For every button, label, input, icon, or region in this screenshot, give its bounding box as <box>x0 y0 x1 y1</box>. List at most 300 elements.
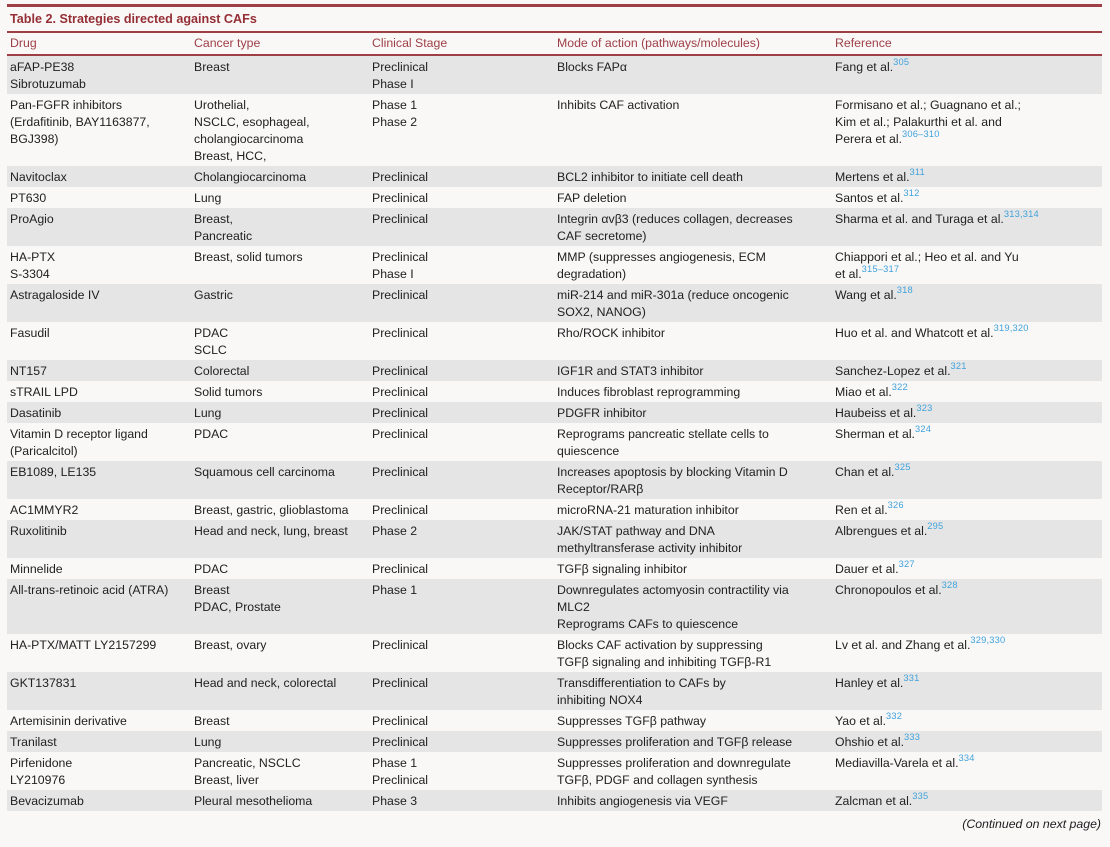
cell-drug <box>7 384 194 401</box>
cell-line: Albrengues et al.$^{295}$ <box>835 520 944 538</box>
cell-drug <box>7 211 194 245</box>
cell-line: Santos et al.$^{312}$ <box>835 187 920 205</box>
citation-superscript[interactable]: 326 <box>887 499 904 510</box>
cell-line: Transdifferentiation to CAFs by <box>557 676 726 690</box>
cell-mode-of-action <box>557 734 835 751</box>
cell-line: Breast <box>194 583 230 597</box>
cell-line: LY210976 <box>10 773 66 787</box>
table-row <box>7 558 1102 579</box>
cell-line: Preclinical <box>372 406 429 420</box>
cell-line: Pirfenidone <box>10 756 73 770</box>
citation-superscript[interactable]: 319,320 <box>993 322 1029 333</box>
cell-line: Preclinical <box>372 60 429 74</box>
table-row <box>7 672 1102 710</box>
cell-drug <box>7 190 194 207</box>
cell-line: Preclinical <box>372 735 429 749</box>
cell-reference <box>835 752 1102 789</box>
cell-mode-of-action <box>557 464 835 498</box>
cell-line: Sibrotuzumab <box>10 77 86 91</box>
cell-mode-of-action <box>557 211 835 245</box>
cell-line: Cholangiocarcinoma <box>194 170 307 184</box>
table-row <box>7 579 1102 634</box>
cell-drug <box>7 637 194 671</box>
cell-cancer-type <box>194 211 372 245</box>
column-header-cancer-type: Cancer type <box>194 36 261 50</box>
citation-superscript[interactable]: 321 <box>950 360 967 371</box>
cell-line: Pleural mesothelioma <box>194 794 313 808</box>
cell-reference <box>835 166 1102 186</box>
cell-line: Ruxolitinib <box>10 524 67 538</box>
cell-line: Artemisinin derivative <box>10 714 127 728</box>
cell-line: Astragaloside IV <box>10 288 100 302</box>
cell-line: Downregulates actomyosin contractility via <box>557 583 789 597</box>
cell-clinical-stage <box>372 675 557 709</box>
cell-line: Solid tumors <box>194 385 263 399</box>
cell-line: IGF1R and STAT3 inhibitor <box>557 364 704 378</box>
cell-reference <box>835 56 1102 93</box>
cell-line: TGFβ, PDGF and collagen synthesis <box>557 773 758 787</box>
cell-line: HA-PTX/MATT LY2157299 <box>10 638 157 652</box>
cell-line: Breast, ovary <box>194 638 267 652</box>
cell-reference <box>835 558 1102 578</box>
cell-reference <box>835 97 1102 165</box>
cell-clinical-stage <box>372 523 557 557</box>
citation-superscript[interactable]: 333 <box>904 731 921 742</box>
cell-line: PDAC <box>194 427 229 441</box>
citation-superscript[interactable]: 329,330 <box>970 634 1006 645</box>
cell-mode-of-action <box>557 426 835 460</box>
column-header-row <box>7 33 1102 54</box>
cell-line: Wang et al.$^{318}$ <box>835 284 913 302</box>
cell-line: SOX2, NANOG) <box>557 305 646 319</box>
cell-drug <box>7 734 194 751</box>
cell-line: NT157 <box>10 364 47 378</box>
cell-reference <box>835 461 1102 498</box>
cell-drug <box>7 405 194 422</box>
cell-drug <box>7 325 194 359</box>
cell-line: Reprograms pancreatic stellate cells to <box>557 427 769 441</box>
cell-line: Chiappori et al.; Heo et al. and Yu <box>835 250 1019 264</box>
cell-line: PDAC, Prostate <box>194 600 281 614</box>
cell-line: Dauer et al.$^{327}$ <box>835 558 915 576</box>
cell-line: TGFβ signaling and inhibiting TGFβ-R1 <box>557 655 772 669</box>
cell-line: Preclinical <box>372 250 429 264</box>
cell-line: Phase I <box>372 77 414 91</box>
table-row <box>7 322 1102 360</box>
cell-drug <box>7 249 194 283</box>
cell-line: Head and neck, lung, breast <box>194 524 348 538</box>
cell-cancer-type <box>194 249 372 283</box>
cell-line: Phase 3 <box>372 794 418 808</box>
cell-line: Phase 1 <box>372 756 418 770</box>
cell-line: Breast <box>194 714 230 728</box>
cell-line: NSCLC, esophageal, <box>194 115 310 129</box>
cell-reference <box>835 249 1102 283</box>
cell-cancer-type <box>194 734 372 751</box>
column-header-drug: Drug <box>10 36 37 50</box>
cell-line: Breast, HCC, <box>194 149 267 163</box>
cell-drug <box>7 523 194 557</box>
cell-line: Lung <box>194 191 222 205</box>
cell-line: Hanley et al.$^{331}$ <box>835 672 920 690</box>
cell-reference <box>835 208 1102 245</box>
cell-line: Phase 1 <box>372 98 418 112</box>
cell-cancer-type <box>194 561 372 578</box>
column-header-reference: Reference <box>835 36 892 50</box>
cell-line: aFAP-PE38 <box>10 60 75 74</box>
citation-superscript[interactable]: 328 <box>941 579 958 590</box>
cell-clinical-stage <box>372 384 557 401</box>
cell-mode-of-action <box>557 637 835 671</box>
cell-reference <box>835 579 1102 633</box>
cell-line: PDAC <box>194 562 229 576</box>
table-row <box>7 731 1102 752</box>
citation-superscript[interactable]: 313,314 <box>1003 208 1039 219</box>
cell-line: Lung <box>194 735 222 749</box>
cell-line: Preclinical <box>372 638 429 652</box>
cell-cancer-type <box>194 523 372 557</box>
cell-drug <box>7 793 194 810</box>
cell-line: Miao et al.$^{322}$ <box>835 381 908 399</box>
cell-reference <box>835 499 1102 519</box>
table-body <box>7 56 1102 811</box>
cell-line: Preclinical <box>372 170 429 184</box>
cell-line: CAF secretome) <box>557 229 647 243</box>
table-row <box>7 187 1102 208</box>
cell-drug <box>7 363 194 380</box>
cell-line: cholangiocarcinoma <box>194 132 304 146</box>
cell-line: BGJ398) <box>10 132 59 146</box>
cell-cancer-type <box>194 755 372 789</box>
cell-clinical-stage <box>372 582 557 633</box>
cell-cancer-type <box>194 325 372 359</box>
table-row <box>7 166 1102 187</box>
cell-line: Blocks CAF activation by suppressing <box>557 638 763 652</box>
cell-line: PDGFR inhibitor <box>557 406 647 420</box>
citation-superscript[interactable]: 323 <box>916 402 933 413</box>
cell-clinical-stage <box>372 755 557 789</box>
cell-mode-of-action <box>557 582 835 633</box>
cell-line: Receptor/RARβ <box>557 482 644 496</box>
cell-mode-of-action <box>557 561 835 578</box>
cell-line: (Erdafitinib, BAY1163877, <box>10 115 150 129</box>
cell-cancer-type <box>194 384 372 401</box>
cell-line: Phase 2 <box>372 524 418 538</box>
cell-line: Reprograms CAFs to quiescence <box>557 617 739 631</box>
cell-line: Preclinical <box>372 191 429 205</box>
cell-cancer-type <box>194 793 372 810</box>
cell-drug <box>7 755 194 789</box>
cell-line: ProAgio <box>10 212 54 226</box>
cell-line: Breast <box>194 60 230 74</box>
cell-clinical-stage <box>372 713 557 730</box>
cell-clinical-stage <box>372 59 557 93</box>
table-row <box>7 520 1102 558</box>
cell-line: FAP deletion <box>557 191 627 205</box>
cell-mode-of-action <box>557 384 835 401</box>
cell-line: All-trans-retinoic acid (ATRA) <box>10 583 169 597</box>
citation-superscript[interactable]: 331 <box>903 672 920 683</box>
citation-superscript[interactable]: 306–310 <box>902 128 940 139</box>
cell-cancer-type <box>194 169 372 186</box>
cell-reference <box>835 731 1102 751</box>
cell-line: quiescence <box>557 444 620 458</box>
cell-line: inhibiting NOX4 <box>557 693 643 707</box>
cell-line: BCL2 inhibitor to initiate cell death <box>557 170 743 184</box>
cell-line: Sherman et al.$^{324}$ <box>835 423 932 441</box>
cell-line: Breast, <box>194 212 233 226</box>
cell-line: Pancreatic <box>194 229 253 243</box>
cell-line: MLC2 <box>557 600 590 614</box>
cell-line: Colorectal <box>194 364 250 378</box>
cell-line: Minnelide <box>10 562 63 576</box>
citation-superscript[interactable]: 311 <box>909 166 925 177</box>
cell-line: Preclinical <box>372 385 429 399</box>
cell-clinical-stage <box>372 287 557 321</box>
table-row <box>7 423 1102 461</box>
cell-line: Urothelial, <box>194 98 250 112</box>
cell-reference <box>835 790 1102 810</box>
cell-mode-of-action <box>557 405 835 422</box>
cell-reference <box>835 381 1102 401</box>
cell-line: Squamous cell carcinoma <box>194 465 335 479</box>
cell-clinical-stage <box>372 97 557 165</box>
citation-superscript[interactable]: 324 <box>914 423 932 434</box>
cell-line: Preclinical <box>372 427 429 441</box>
cell-drug <box>7 464 194 498</box>
cell-cancer-type <box>194 713 372 730</box>
cell-drug <box>7 675 194 709</box>
cell-line: Mertens et al.$^{311}$ <box>835 166 925 184</box>
cell-clinical-stage <box>372 249 557 283</box>
cell-line: Rho/ROCK inhibitor <box>557 326 665 340</box>
cell-clinical-stage <box>372 190 557 207</box>
cell-line: Blocks FAPα <box>557 60 627 74</box>
cell-line: Integrin αvβ3 (reduces collagen, decreases <box>557 212 793 226</box>
cell-clinical-stage <box>372 561 557 578</box>
cell-clinical-stage <box>372 464 557 498</box>
cell-mode-of-action <box>557 502 835 519</box>
citation-superscript[interactable]: 295 <box>927 520 944 531</box>
cell-line: JAK/STAT pathway and DNA <box>557 524 715 538</box>
table-row <box>7 402 1102 423</box>
cell-line: Yao et al.$^{332}$ <box>835 710 903 728</box>
cell-drug <box>7 582 194 633</box>
cell-drug <box>7 97 194 165</box>
cell-line: MMP (suppresses angiogenesis, ECM <box>557 250 766 264</box>
column-header-mode-of-action: Mode of action (pathways/molecules) <box>557 36 760 50</box>
cell-line: Navitoclax <box>10 170 67 184</box>
table-row <box>7 381 1102 402</box>
cell-line: Lv et al. and Zhang et al.$^{329,330}$ <box>835 634 1006 652</box>
cell-line: HA-PTX <box>10 250 56 264</box>
cell-line: Chan et al.$^{325}$ <box>835 461 911 479</box>
table-2-strategies-against-cafs <box>7 4 1102 833</box>
cell-line: Fang et al.$^{305}$ <box>835 56 910 74</box>
cell-cancer-type <box>194 464 372 498</box>
cell-line: Chronopoulos et al.$^{328}$ <box>835 579 958 597</box>
cell-line: Tranilast <box>10 735 57 749</box>
cell-line: Suppresses proliferation and TGFβ release <box>557 735 793 749</box>
cell-line: Preclinical <box>372 465 429 479</box>
citation-superscript[interactable]: 335 <box>912 790 929 801</box>
cell-line: Preclinical <box>372 326 429 340</box>
cell-mode-of-action <box>557 713 835 730</box>
citation-superscript[interactable]: 327 <box>898 558 915 569</box>
cell-mode-of-action <box>557 249 835 283</box>
cell-cancer-type <box>194 582 372 633</box>
cell-mode-of-action <box>557 755 835 789</box>
cell-line: Preclinical <box>372 676 429 690</box>
cell-line: Phase 1 <box>372 583 418 597</box>
cell-clinical-stage <box>372 426 557 460</box>
cell-reference <box>835 322 1102 359</box>
citation-superscript[interactable]: 305 <box>893 56 910 67</box>
cell-mode-of-action <box>557 793 835 810</box>
citation-superscript[interactable]: 312 <box>903 187 920 198</box>
cell-line: PDAC <box>194 326 229 340</box>
cell-clinical-stage <box>372 325 557 359</box>
cell-line: Pan-FGFR inhibitors <box>10 98 123 112</box>
cell-cancer-type <box>194 502 372 519</box>
cell-reference <box>835 634 1102 671</box>
cell-line: Kim et al.; Palakurthi et al. and <box>835 115 1002 129</box>
cell-cancer-type <box>194 59 372 93</box>
cell-cancer-type <box>194 405 372 422</box>
cell-line: Preclinical <box>372 364 429 378</box>
cell-line: Preclinical <box>372 714 429 728</box>
cell-line: Ohshio et al.$^{333}$ <box>835 731 921 749</box>
cell-line: Huo et al. and Whatcott et al.$^{319,320}$ <box>835 322 1029 340</box>
cell-drug <box>7 561 194 578</box>
cell-mode-of-action <box>557 97 835 165</box>
cell-clinical-stage <box>372 637 557 671</box>
cell-line: SCLC <box>194 343 227 357</box>
cell-cancer-type <box>194 426 372 460</box>
cell-line: Fasudil <box>10 326 50 340</box>
cell-drug <box>7 59 194 93</box>
cell-line: Breast, solid tumors <box>194 250 303 264</box>
table-row <box>7 284 1102 322</box>
cell-line: Pancreatic, NSCLC <box>194 756 301 770</box>
cell-drug <box>7 713 194 730</box>
cell-line: AC1MMYR2 <box>10 503 79 517</box>
citation-superscript[interactable]: 332 <box>886 710 903 721</box>
cell-line: et al.$^{315-317}$ <box>835 263 900 281</box>
cell-line: Zalcman et al.$^{335}$ <box>835 790 929 808</box>
table-title: Table 2. Strategies directed against CAFs <box>10 12 257 26</box>
cell-mode-of-action <box>557 523 835 557</box>
cell-clinical-stage <box>372 502 557 519</box>
table-row <box>7 56 1102 94</box>
cell-cancer-type <box>194 363 372 380</box>
cell-line: Preclinical <box>372 503 429 517</box>
cell-reference <box>835 187 1102 207</box>
cell-cancer-type <box>194 287 372 321</box>
cell-line: TGFβ signaling inhibitor <box>557 562 688 576</box>
cell-clinical-stage <box>372 363 557 380</box>
cell-mode-of-action <box>557 325 835 359</box>
cell-line: Preclinical <box>372 288 429 302</box>
cell-line: Preclinical <box>372 212 429 226</box>
cell-line: Head and neck, colorectal <box>194 676 337 690</box>
table-row <box>7 710 1102 731</box>
cell-line: Preclinical <box>372 773 429 787</box>
cell-line: Phase I <box>372 267 414 281</box>
cell-line: Induces fibroblast reprogramming <box>557 385 741 399</box>
cell-line: Breast, gastric, glioblastoma <box>194 503 349 517</box>
column-header-clinical-stage: Clinical Stage <box>372 36 448 50</box>
cell-drug <box>7 502 194 519</box>
cell-clinical-stage <box>372 405 557 422</box>
cell-line: Inhibits CAF activation <box>557 98 680 112</box>
cell-cancer-type <box>194 97 372 165</box>
cell-line: Perera et al.$^{306-310}$ <box>835 128 940 146</box>
citation-superscript[interactable]: 318 <box>896 284 913 295</box>
cell-reference <box>835 520 1102 557</box>
cell-line: degradation) <box>557 267 627 281</box>
table-row <box>7 461 1102 499</box>
cell-reference <box>835 423 1102 460</box>
cell-line: S-3304 <box>10 267 50 281</box>
cell-line: Suppresses TGFβ pathway <box>557 714 707 728</box>
table-row <box>7 208 1102 246</box>
cell-clinical-stage <box>372 211 557 245</box>
table-row <box>7 360 1102 381</box>
citation-superscript[interactable]: 325 <box>894 461 911 472</box>
cell-drug <box>7 287 194 321</box>
cell-line: Gastric <box>194 288 233 302</box>
cell-line: Formisano et al.; Guagnano et al.; <box>835 98 1021 112</box>
citation-superscript[interactable]: 334 <box>958 752 975 763</box>
cell-clinical-stage <box>372 793 557 810</box>
cell-line: miR-214 and miR-301a (reduce oncogenic <box>557 288 789 302</box>
cell-mode-of-action <box>557 190 835 207</box>
table-row <box>7 94 1102 166</box>
cell-line: Dasatinib <box>10 406 62 420</box>
cell-line: sTRAIL LPD <box>10 385 78 399</box>
citation-superscript[interactable]: 315–317 <box>861 263 900 274</box>
cell-mode-of-action <box>557 59 835 93</box>
cell-line: Vitamin D receptor ligand <box>10 427 148 441</box>
cell-line: PT630 <box>10 191 47 205</box>
cell-reference <box>835 710 1102 730</box>
cell-line: Haubeiss et al.$^{323}$ <box>835 402 933 420</box>
table-row <box>7 246 1102 284</box>
cell-line: Inhibits angiogenesis via VEGF <box>557 794 728 808</box>
cell-reference <box>835 402 1102 422</box>
cell-line: EB1089, LE135 <box>10 465 97 479</box>
cell-mode-of-action <box>557 675 835 709</box>
cell-line: Lung <box>194 406 222 420</box>
cell-line: Mediavilla-Varela et al.$^{334}$ <box>835 752 975 770</box>
cell-mode-of-action <box>557 287 835 321</box>
table-row <box>7 752 1102 790</box>
citation-superscript[interactable]: 322 <box>891 381 908 392</box>
cell-line: Preclinical <box>372 562 429 576</box>
cell-clinical-stage <box>372 169 557 186</box>
cell-line: Ren et al.$^{326}$ <box>835 499 904 517</box>
cell-line: Suppresses proliferation and downregulate <box>557 756 791 770</box>
cell-line: Breast, liver <box>194 773 259 787</box>
cell-line: Bevacizumab <box>10 794 84 808</box>
cell-line: GKT137831 <box>10 676 77 690</box>
cell-reference <box>835 672 1102 709</box>
cell-line: methyltransferase activity inhibitor <box>557 541 743 555</box>
cell-line: Sharma et al. and Turaga et al.$^{313,314}$ <box>835 208 1039 226</box>
cell-cancer-type <box>194 190 372 207</box>
cell-line: microRNA-21 maturation inhibitor <box>557 503 739 517</box>
